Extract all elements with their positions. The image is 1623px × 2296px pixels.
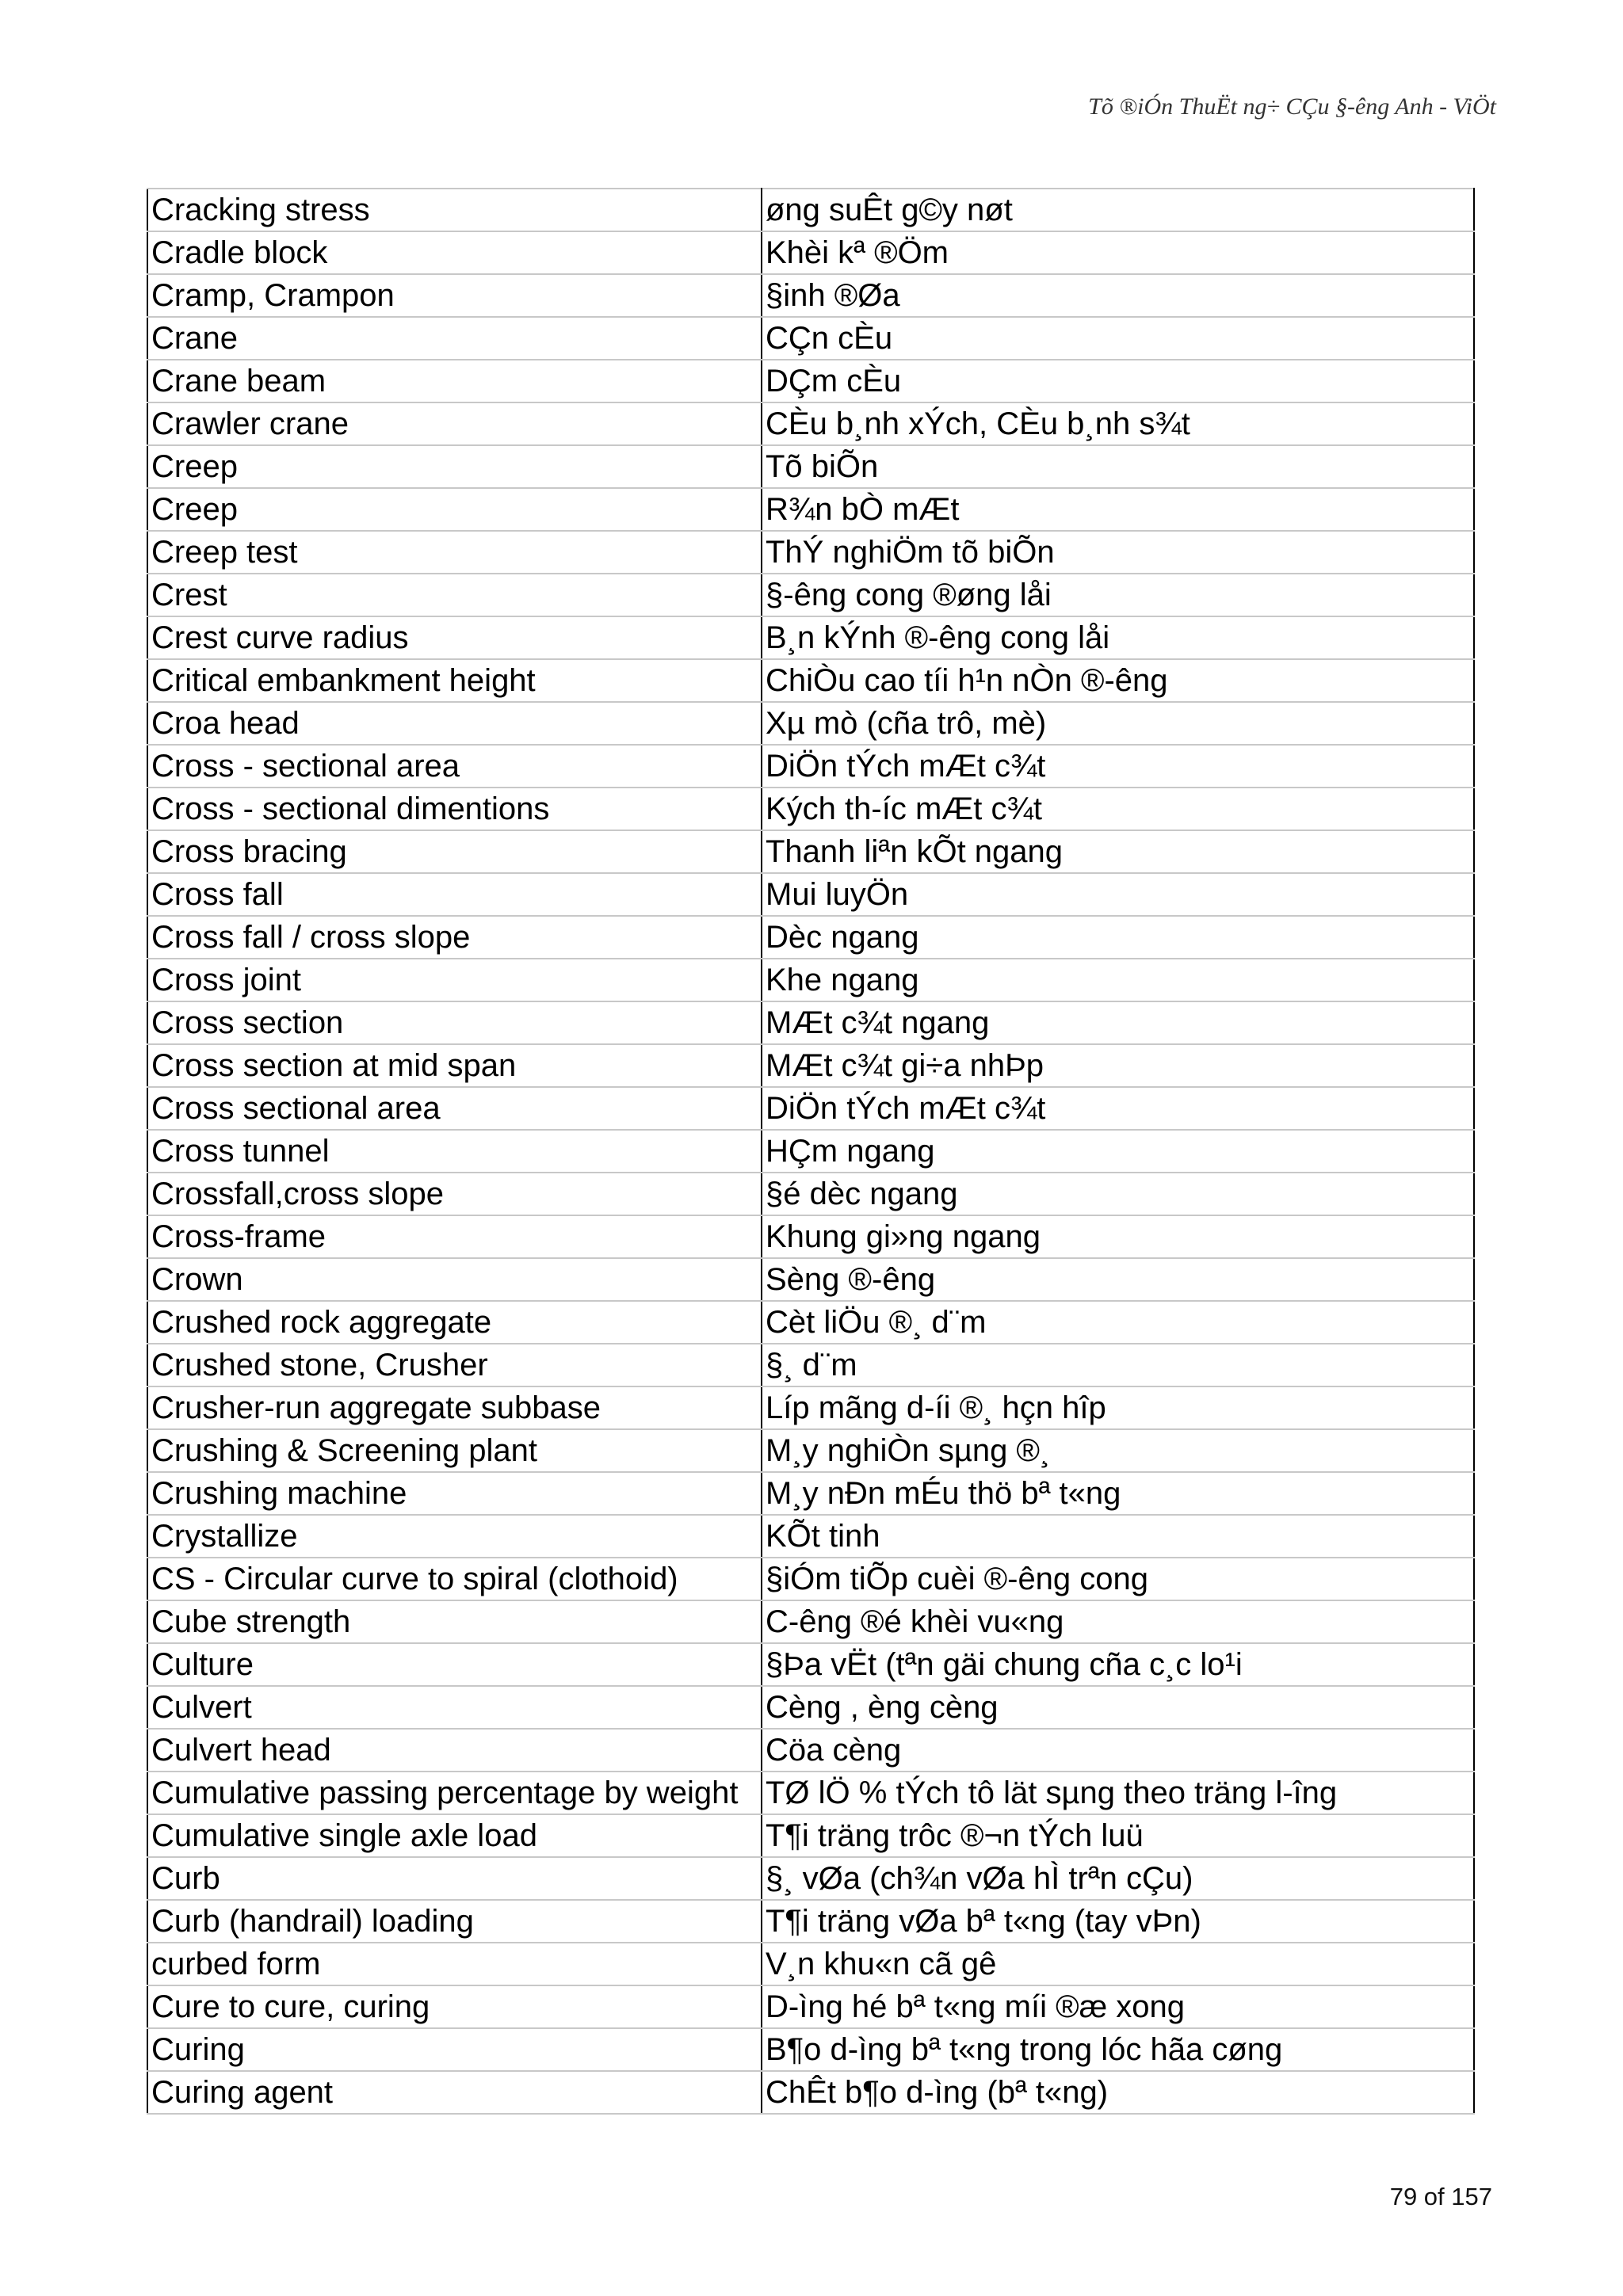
term-vietnamese: ChiÒu cao tíi h¹n nÒn ®-êng bbox=[762, 659, 1474, 702]
term-english: Cross section at mid span bbox=[147, 1044, 762, 1087]
term-english: Crest curve radius bbox=[147, 616, 762, 659]
table-row bbox=[147, 788, 1474, 830]
table-row bbox=[147, 317, 1474, 360]
table-row bbox=[147, 830, 1474, 873]
term-vietnamese: B¸n kÝnh ®-êng cong låi bbox=[762, 616, 1474, 659]
table-row bbox=[147, 1515, 1474, 1558]
term-vietnamese: ThÝ nghiÖm tõ biÕn bbox=[762, 531, 1474, 574]
term-english: Cross fall / cross slope bbox=[147, 916, 762, 959]
term-vietnamese: Líp mãng d-íi ®¸ hçn hîp bbox=[762, 1386, 1474, 1429]
term-vietnamese: §¸ vØa (ch¾n vØa hÌ trªn cÇu) bbox=[762, 1857, 1474, 1900]
table-row bbox=[147, 1772, 1474, 1814]
table-row bbox=[147, 1857, 1474, 1900]
table-row bbox=[147, 1814, 1474, 1857]
table-row bbox=[147, 959, 1474, 1001]
term-vietnamese: M¸y nghiÒn sµng ®¸ bbox=[762, 1429, 1474, 1472]
term-vietnamese: MÆt c¾t ngang bbox=[762, 1001, 1474, 1044]
term-english: Cross sectional area bbox=[147, 1087, 762, 1130]
table-row bbox=[147, 1686, 1474, 1729]
table-row bbox=[147, 274, 1474, 317]
term-vietnamese: Thanh liªn kÕt ngang bbox=[762, 830, 1474, 873]
term-vietnamese: Kých th-íc mÆt c¾t bbox=[762, 788, 1474, 830]
term-vietnamese: TØ lÖ % tÝch tô lät sµng theo träng l-îng bbox=[762, 1772, 1474, 1814]
table-row bbox=[147, 873, 1474, 916]
term-vietnamese: HÇm ngang bbox=[762, 1130, 1474, 1173]
term-english: Crushing machine bbox=[147, 1472, 762, 1515]
term-english: Crest bbox=[147, 574, 762, 616]
term-english: Cracking stress bbox=[147, 189, 762, 231]
term-english: Cross section bbox=[147, 1001, 762, 1044]
term-vietnamese: Cèt liÖu ®¸ d¨m bbox=[762, 1301, 1474, 1344]
term-english: Curing bbox=[147, 2028, 762, 2071]
term-english: CS - Circular curve to spiral (clothoid) bbox=[147, 1558, 762, 1600]
term-vietnamese: §é dèc ngang bbox=[762, 1173, 1474, 1215]
term-vietnamese: DÇm cÈu bbox=[762, 360, 1474, 402]
term-english: Creep bbox=[147, 488, 762, 531]
table-row bbox=[147, 360, 1474, 402]
term-english: Cross - sectional dimentions bbox=[147, 788, 762, 830]
term-vietnamese: R¾n bÒ mÆt bbox=[762, 488, 1474, 531]
table-row bbox=[147, 488, 1474, 531]
term-english: Crawler crane bbox=[147, 402, 762, 445]
term-english: Cross fall bbox=[147, 873, 762, 916]
term-vietnamese: Sèng ®-êng bbox=[762, 1258, 1474, 1301]
table-row bbox=[147, 1643, 1474, 1686]
table-row bbox=[147, 1044, 1474, 1087]
term-english: Cross bracing bbox=[147, 830, 762, 873]
term-vietnamese: KÕt tinh bbox=[762, 1515, 1474, 1558]
table-row bbox=[147, 2071, 1474, 2114]
term-english: Cure to cure, curing bbox=[147, 1985, 762, 2028]
table-row bbox=[147, 1087, 1474, 1130]
table-row bbox=[147, 1301, 1474, 1344]
table-row bbox=[147, 402, 1474, 445]
term-english: Crushing & Screening plant bbox=[147, 1429, 762, 1472]
term-english: Crown bbox=[147, 1258, 762, 1301]
term-english: Curb (handrail) loading bbox=[147, 1900, 762, 1943]
table-row bbox=[147, 1344, 1474, 1386]
term-vietnamese: V¸n khu«n cã gê bbox=[762, 1943, 1474, 1985]
term-vietnamese: Dèc ngang bbox=[762, 916, 1474, 959]
table-row bbox=[147, 1173, 1474, 1215]
term-english: Culture bbox=[147, 1643, 762, 1686]
table-row bbox=[147, 745, 1474, 788]
term-vietnamese: Cèng , èng cèng bbox=[762, 1686, 1474, 1729]
glossary-table bbox=[147, 188, 1475, 2115]
term-english: Cumulative passing percentage by weight bbox=[147, 1772, 762, 1814]
term-english: Crushed stone, Crusher bbox=[147, 1344, 762, 1386]
table-row bbox=[147, 1558, 1474, 1600]
term-english: Cramp, Crampon bbox=[147, 274, 762, 317]
term-vietnamese: C-êng ®é khèi vu«ng bbox=[762, 1600, 1474, 1643]
table-row bbox=[147, 1429, 1474, 1472]
table-row bbox=[147, 916, 1474, 959]
table-row bbox=[147, 445, 1474, 488]
term-vietnamese: Xµ mò (cña trô, mè) bbox=[762, 702, 1474, 745]
table-row bbox=[147, 2028, 1474, 2071]
term-vietnamese: øng suÊt g©y nøt bbox=[762, 189, 1474, 231]
term-english: Creep bbox=[147, 445, 762, 488]
table-row bbox=[147, 616, 1474, 659]
term-vietnamese: D-ìng hé bª t«ng míi ®æ xong bbox=[762, 1985, 1474, 2028]
term-english: Cross - sectional area bbox=[147, 745, 762, 788]
term-vietnamese: Mui luyÖn bbox=[762, 873, 1474, 916]
term-english: Cross tunnel bbox=[147, 1130, 762, 1173]
table-row bbox=[147, 702, 1474, 745]
table-row bbox=[147, 1985, 1474, 2028]
term-english: curbed form bbox=[147, 1943, 762, 1985]
page-number: 79 of 157 bbox=[1389, 2183, 1492, 2210]
table-row bbox=[147, 1472, 1474, 1515]
term-vietnamese: CÇn cÈu bbox=[762, 317, 1474, 360]
table-row bbox=[147, 1943, 1474, 1985]
term-english: Culvert bbox=[147, 1686, 762, 1729]
term-english: Cumulative single axle load bbox=[147, 1814, 762, 1857]
table-row bbox=[147, 659, 1474, 702]
term-english: Crane beam bbox=[147, 360, 762, 402]
term-vietnamese: M¸y nÐn mÉu thö bª t«ng bbox=[762, 1472, 1474, 1515]
term-english: Crusher-run aggregate subbase bbox=[147, 1386, 762, 1429]
term-vietnamese: §-êng cong ®øng låi bbox=[762, 574, 1474, 616]
term-vietnamese: T¶i träng trôc ®¬n tÝch luü bbox=[762, 1814, 1474, 1857]
term-english: Crossfall,cross slope bbox=[147, 1173, 762, 1215]
term-english: Creep test bbox=[147, 531, 762, 574]
table-row bbox=[147, 1729, 1474, 1772]
term-vietnamese: §inh ®Øa bbox=[762, 274, 1474, 317]
term-english: Cube strength bbox=[147, 1600, 762, 1643]
term-english: Crystallize bbox=[147, 1515, 762, 1558]
term-english: Curb bbox=[147, 1857, 762, 1900]
term-english: Cross-frame bbox=[147, 1215, 762, 1258]
term-english: Curing agent bbox=[147, 2071, 762, 2114]
term-vietnamese: §iÓm tiÕp cuèi ®-êng cong bbox=[762, 1558, 1474, 1600]
term-vietnamese: Khèi kª ®Öm bbox=[762, 231, 1474, 274]
term-english: Cross joint bbox=[147, 959, 762, 1001]
term-english: Critical embankment height bbox=[147, 659, 762, 702]
term-vietnamese: DiÖn tÝch mÆt c¾t bbox=[762, 1087, 1474, 1130]
table-row bbox=[147, 189, 1474, 231]
term-english: Crushed rock aggregate bbox=[147, 1301, 762, 1344]
table-row bbox=[147, 1001, 1474, 1044]
term-vietnamese: Cöa cèng bbox=[762, 1729, 1474, 1772]
glossary-body bbox=[147, 189, 1474, 2114]
term-vietnamese: B¶o d-ìng bª t«ng trong lóc hãa cøng bbox=[762, 2028, 1474, 2071]
term-vietnamese: T¶i träng vØa bª t«ng (tay vÞn) bbox=[762, 1900, 1474, 1943]
table-row bbox=[147, 1900, 1474, 1943]
term-vietnamese: CÈu b¸nh xÝch, CÈu b¸nh s¾t bbox=[762, 402, 1474, 445]
page-header-title: Tõ ®iÓn ThuËt ng÷ CÇu §-êng Anh - ViÖt bbox=[1088, 93, 1496, 120]
table-row bbox=[147, 1258, 1474, 1301]
table-row bbox=[147, 231, 1474, 274]
term-vietnamese: §¸ d¨m bbox=[762, 1344, 1474, 1386]
term-vietnamese: ChÊt b¶o d-ìng (bª t«ng) bbox=[762, 2071, 1474, 2114]
table-row bbox=[147, 1386, 1474, 1429]
term-vietnamese: MÆt c¾t gi÷a nhÞp bbox=[762, 1044, 1474, 1087]
term-english: Croa head bbox=[147, 702, 762, 745]
table-row bbox=[147, 574, 1474, 616]
table-row bbox=[147, 531, 1474, 574]
term-english: Crane bbox=[147, 317, 762, 360]
table-row bbox=[147, 1215, 1474, 1258]
table-row bbox=[147, 1600, 1474, 1643]
term-vietnamese: Khe ngang bbox=[762, 959, 1474, 1001]
term-vietnamese: DiÖn tÝch mÆt c¾t bbox=[762, 745, 1474, 788]
term-vietnamese: Tõ biÕn bbox=[762, 445, 1474, 488]
term-vietnamese: §Þa vËt (tªn gäi chung cña c¸c lo¹i bbox=[762, 1643, 1474, 1686]
term-english: Cradle block bbox=[147, 231, 762, 274]
term-vietnamese: Khung gi»ng ngang bbox=[762, 1215, 1474, 1258]
table-row bbox=[147, 1130, 1474, 1173]
term-english: Culvert head bbox=[147, 1729, 762, 1772]
